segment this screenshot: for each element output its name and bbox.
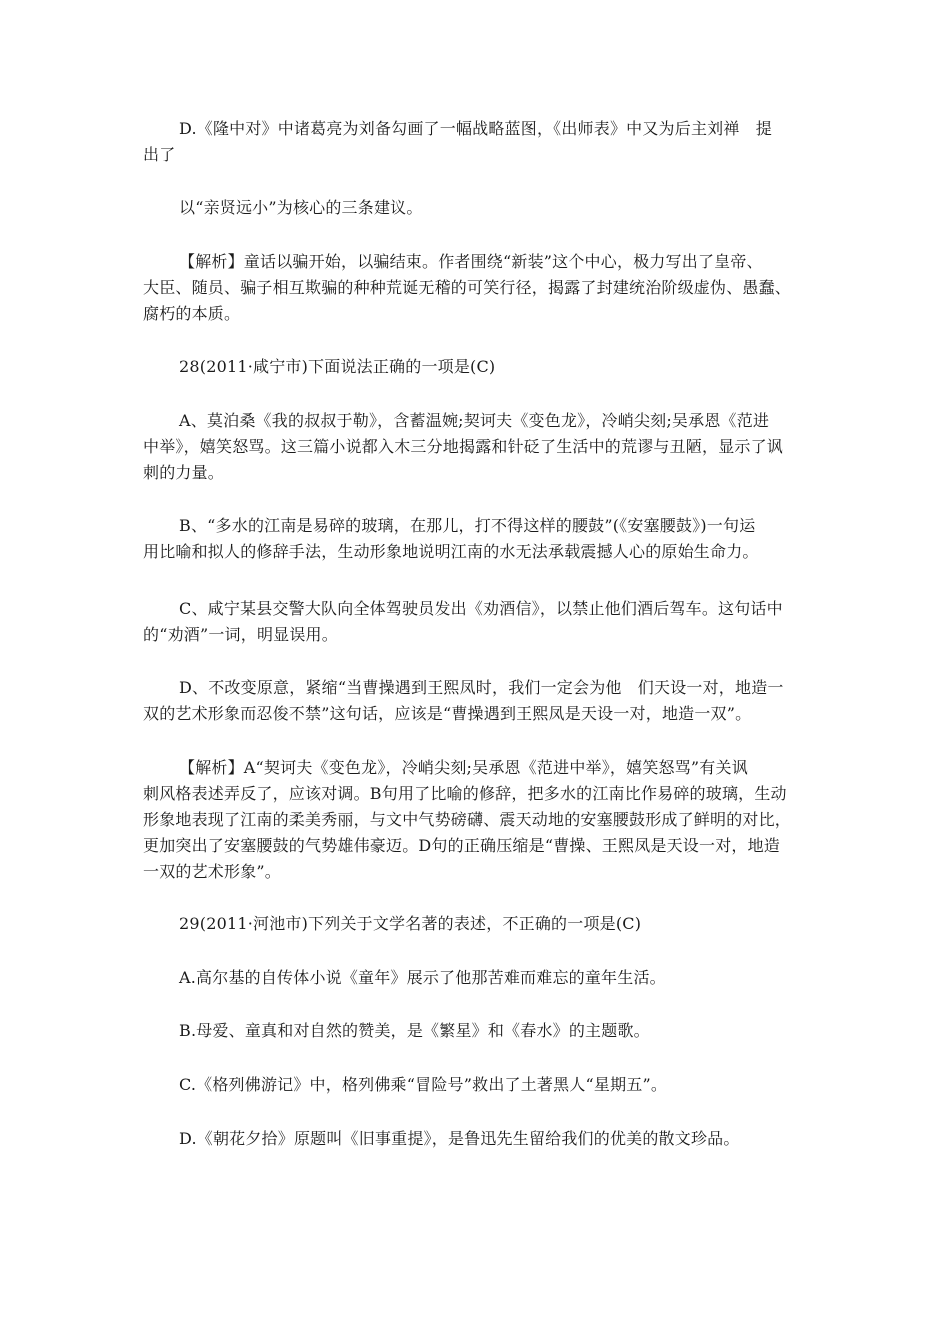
text-line: 28(2011·咸宁市)下面说法正确的一项是(C) <box>179 357 496 376</box>
q27-analysis-paragraph <box>143 249 808 327</box>
q27-option-d-continuation <box>143 195 808 221</box>
text-line: 【解析】童话以骗开始，以骗结束。作者围绕“新装”这个中心，极力写出了皇帝、 <box>179 252 763 271</box>
q28-analysis-paragraph <box>143 755 808 885</box>
q27-option-d-paragraph <box>143 116 808 168</box>
q29-option-b <box>143 1018 808 1044</box>
text-line: 一双的艺术形象”。 <box>143 862 281 881</box>
text-line: B、“多水的江南是易碎的玻璃，在那儿，打不得这样的腰鼓”(《安塞腰鼓》)一句运 <box>179 516 756 535</box>
text-line: 的“劝酒”一词，明显误用。 <box>143 625 338 644</box>
text-line: 刺风格表述弄反了，应该对调。B句用了比喻的修辞，把多水的江南比作易碎的玻璃，生动 <box>143 784 787 803</box>
text-line: 形象地表现了江南的柔美秀丽，与文中气势磅礴、震天动地的安塞腰鼓形成了鲜明的对比， <box>143 810 792 829</box>
text-line: D.《朝花夕拾》原题叫《旧事重提》，是鲁迅先生留给我们的优美的散文珍品。 <box>179 1129 740 1148</box>
text-line: 更加突出了安塞腰鼓的气势雄伟豪迈。D句的正确压缩是“曹操、王熙凤是天设一对，地造 <box>143 836 781 855</box>
text-line: 29(2011·河池市)下列关于文学名著的表述，不正确的一项是(C) <box>179 914 642 933</box>
question-28-stem <box>143 354 808 380</box>
text-line: 用比喻和拟人的修辞手法，生动形象地说明江南的水无法承载震撼人心的原始生命力。 <box>143 542 759 561</box>
q28-option-a-paragraph <box>143 408 808 486</box>
q28-option-d-paragraph <box>143 675 808 727</box>
text-line: A、莫泊桑《我的叔叔于勒》，含蓄温婉;契诃夫《变色龙》，冷峭尖刻;吴承恩《范进 <box>179 411 770 430</box>
question-29-stem <box>143 911 808 937</box>
q29-option-c <box>143 1072 808 1098</box>
text-line: 刺的力量。 <box>143 463 225 482</box>
text-line: 以“亲贤远小”为核心的三条建议。 <box>179 198 423 217</box>
q29-option-d <box>143 1126 808 1152</box>
text-line: C、咸宁某县交警大队向全体驾驶员发出《劝酒信》，以禁止他们酒后驾车。这句话中 <box>179 599 783 618</box>
text-line: B.母爱、童真和对自然的赞美，是《繁星》和《春水》的主题歌。 <box>179 1021 650 1040</box>
text-line: 出了 <box>143 145 176 164</box>
text-line: 中举》，嬉笑怒骂。这三篇小说都入木三分地揭露和针砭了生活中的荒谬与丑陋，显示了讽 <box>143 437 784 456</box>
text-line: C.《格列佛游记》中，格列佛乘“冒险号”救出了土著黑人“星期五”。 <box>179 1075 668 1094</box>
text-line: A.高尔基的自传体小说《童年》展示了他那苦难而难忘的童年生活。 <box>179 968 666 987</box>
text-line: 双的艺术形象而忍俊不禁”这句话，应该是“曹操遇到王熙凤是天设一对，地造一双”。 <box>143 704 752 723</box>
text-line: 【解析】A“契诃夫《变色龙》，冷峭尖刻;吴承恩《范进中举》，嬉笑怒骂”有关讽 <box>179 758 748 777</box>
q28-option-c-paragraph <box>143 596 808 648</box>
text-line: D.《隆中对》中诸葛亮为刘备勾画了一幅战略蓝图，《出师表》中又为后主刘禅 提 <box>179 119 772 138</box>
text-line: 腐朽的本质。 <box>143 304 241 323</box>
q28-option-b-paragraph <box>143 513 808 565</box>
text-line: 大臣、随员、骗子相互欺骗的种种荒诞无稽的可笑行径，揭露了封建统治阶级虚伪、愚蠢、 <box>143 278 792 297</box>
q29-option-a <box>143 965 808 991</box>
text-line: D、不改变原意，紧缩“当曹操遇到王熙凤时，我们一定会为他 们天设一对，地造一 <box>179 678 784 697</box>
